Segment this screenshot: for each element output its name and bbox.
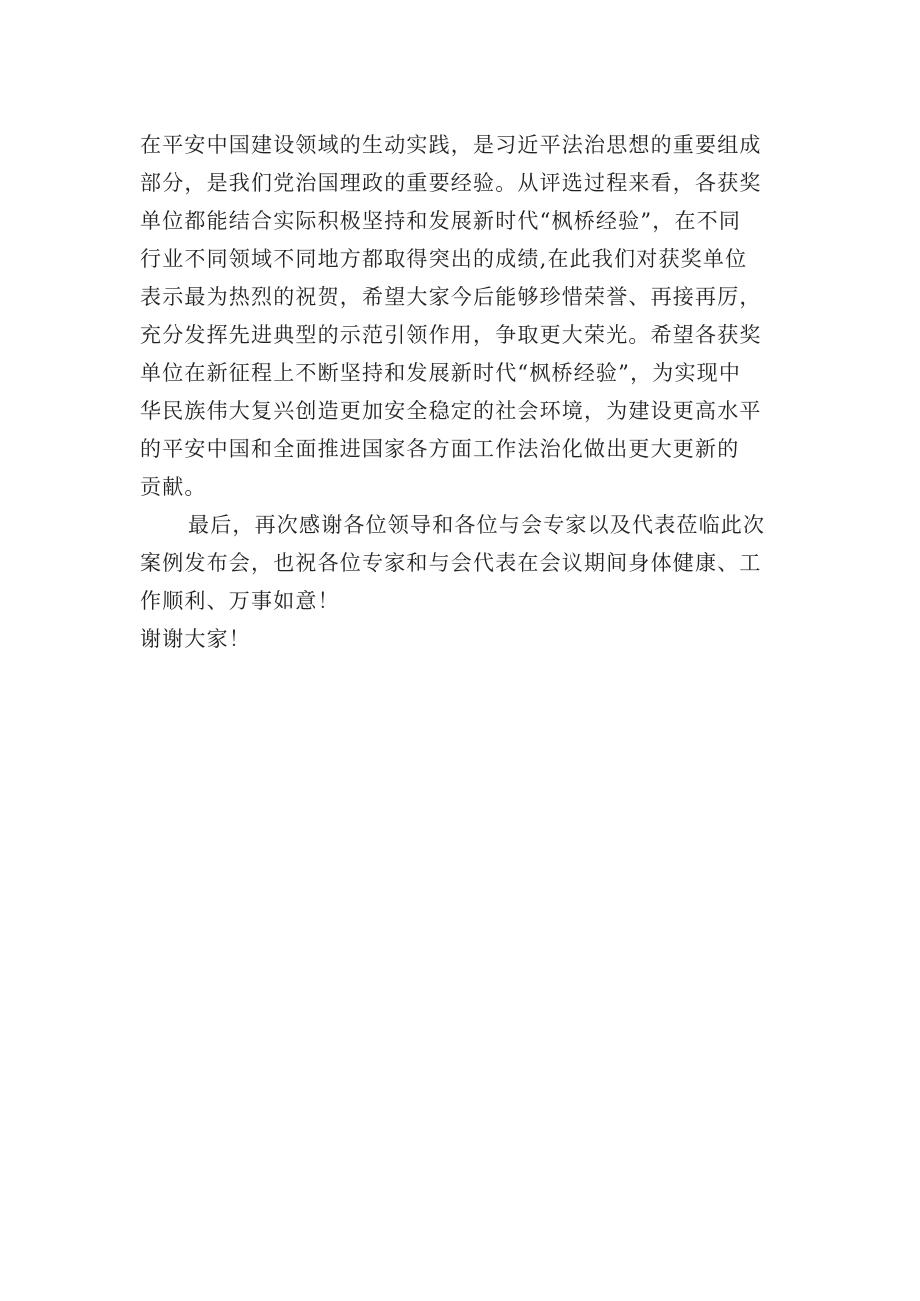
closing-line (140, 620, 800, 658)
text-line: 的平安中国和全面推进国家各方面工作法治化做出更大更新的 (140, 437, 740, 461)
paragraph-1 (140, 126, 800, 506)
text-line: 表示最为热烈的祝贺，希望大家今后能够珍惜荣誉、再接再厉， (140, 285, 762, 309)
text-line: 贡献。 (140, 475, 207, 499)
text-line: 单位都能结合实际积极坚持和发展新时代“枫桥经验”，在不同 (140, 209, 742, 233)
text-line: 华民族伟大复兴创造更加安全稳定的社会环境，为建设更高水平 (140, 399, 762, 423)
speech-body (140, 126, 800, 658)
text-line: 在平安中国建设领域的生动实践，是习近平法治思想的重要组成 (140, 133, 762, 157)
paragraph-2 (140, 506, 800, 620)
text-line: 行业不同领域不同地方都取得突出的成绩,在此我们对获奖单位 (140, 247, 748, 271)
text-line: 案例发布会，也祝各位专家和与会代表在会议期间身体健康、工 (140, 551, 762, 575)
text-line: 单位在新征程上不断坚持和发展新时代“枫桥经验”，为实现中 (140, 361, 742, 385)
text-line: 充分发挥先进典型的示范引领作用，争取更大荣光。希望各获奖 (140, 323, 762, 347)
text-line: 最后，再次感谢各位领导和各位与会专家以及代表莅临此次 (188, 513, 766, 537)
text-line: 作顺利、万事如意！ (140, 589, 340, 613)
closing-text: 谢谢大家！ (140, 627, 251, 651)
text-line: 部分，是我们党治国理政的重要经验。从评选过程来看，各获奖 (140, 171, 762, 195)
